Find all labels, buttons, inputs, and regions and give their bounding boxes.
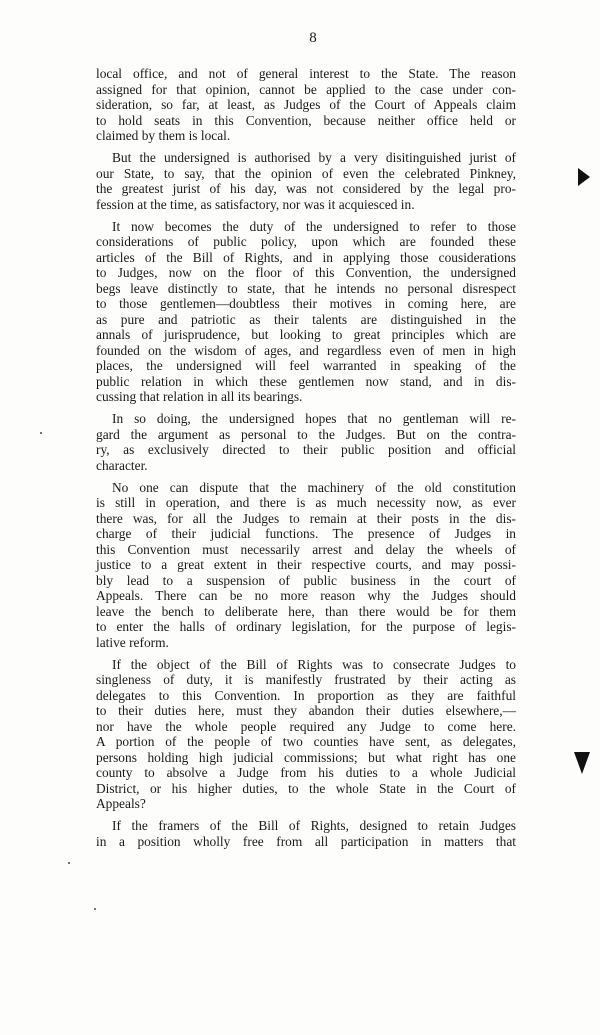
text-line: character. [96,457,148,473]
paragraph [96,66,516,144]
text-line: District, or his higher duties, to the whole State in the Court of [96,780,516,796]
text-line: A portion of the people of two counties have sent, as delegates, [96,734,516,749]
text-line: Appeals? [96,796,146,811]
text-line: It now becomes the duty of the undersigned to refer to those [112,218,516,234]
paragraph [96,657,516,812]
text-line: is still in operation, and there is as much necessity now, as ever [96,495,516,510]
text-line: this Convention must necessarily arrest and delay the wheels of [96,541,516,557]
scan-speck [94,908,96,910]
scan-speck [40,432,42,434]
text-line: to their duties here, must they abandon their duties elsewhere,— [96,703,516,718]
text-line: articles of the Bill of Rights, and in applying those cousiderations [96,249,516,265]
text-line: as pure and patriotic as their talents are distinguished in the [96,311,516,327]
page-number: 8 [309,30,317,46]
text-line: our State, to say, that the opinion of even the celebrated Pinkney, [96,165,516,181]
text-line: in a position wholly free from all participation in matters that [96,833,516,849]
text-line: delegates to this Convention. In proportion as they are faithful [96,687,516,703]
text-line: Appeals. There can be no more reason why the Judges should [96,588,516,603]
text-line: If the framers of the Bill of Rights, designed to retain Judges [112,818,516,833]
text-line: cussing that relation in all its bearings. [96,389,303,404]
margin-arrow-mark [578,168,590,186]
text-line: lative reform. [96,634,169,650]
text-line: local office, and not of general interest to the State. The reason [96,66,516,81]
text-line: charge of their judicial functions. The presence of Judges in [96,526,516,541]
paragraph [96,150,516,212]
text-line: public relation in which these gentlemen now stand, and in dis- [96,373,516,389]
text-line: begs leave distinctly to state, that he intends no personal disrespect [96,280,516,296]
text-line: to those gentlemen—doubtless their motives in coming here, are [96,296,516,311]
text-line: But the undersigned is authorised by a very disitinguished jurist of [112,150,516,165]
document-body [96,66,516,856]
text-line: bly lead to a suspension of public business in the court of [96,572,516,588]
text-line: persons holding high judicial commissions; but what right has one [96,749,516,765]
text-line: gard the argument as personal to the Judges. But on the contra- [96,426,516,442]
text-line: No one can dispute that the machinery of the old constitution [112,479,516,495]
text-line: sideration, so far, at least, as Judges of the Court of Appeals claim [96,97,516,112]
text-line: nor have the whole people required any Judge to come here. [96,718,516,734]
text-line: founded on the wisdom of ages, and regardless even of men in high [96,342,516,358]
text-line: to Judges, now on the floor of this Convention, the undersigned [96,265,516,280]
paragraph [96,480,516,651]
text-line: county to absolve a Judge from his duties to a whole Judicial [96,765,516,780]
text-line: to enter the halls of ordinary legislation, for the purpose of legis- [96,619,516,634]
text-line: assigned for that opinion, cannot be applied to the case under con- [96,81,516,97]
paragraph [96,219,516,405]
text-line: considerations of public policy, upon which are founded these [96,234,516,249]
text-line: annals of jurisprudence, but looking to great principles which are [96,327,516,342]
text-line: In so doing, the undersigned hopes that no gentleman will re- [112,411,516,426]
text-line: singleness of duty, it is manifestly frustrated by their acting as [96,672,516,687]
text-line: the greatest jurist of his day, was not considered by the legal pro- [96,181,516,196]
text-line: there was, for all the Judges to remain at their posts in the dis- [96,510,516,526]
text-line: justice to a great extent in their respective courts, and may possi- [96,557,516,572]
text-line: places, the undersigned will feel warranted in speaking of the [96,358,516,373]
text-line: leave the bench to deliberate here, than there would be for them [96,603,516,619]
scan-speck [68,862,70,864]
text-line: to hold seats in this Convention, because neither office held or [96,112,516,128]
paragraph [96,411,516,473]
text-line: If the object of the Bill of Rights was to consecrate Judges to [112,656,516,672]
text-line: fession at the time, as satisfactory, nor was it acquiesced in. [96,196,415,212]
text-line: ry, as exclusively directed to their public position and official [96,442,516,457]
text-line: claimed by them is local. [96,128,231,143]
margin-arrow-mark [574,752,590,774]
paragraph [96,818,516,849]
